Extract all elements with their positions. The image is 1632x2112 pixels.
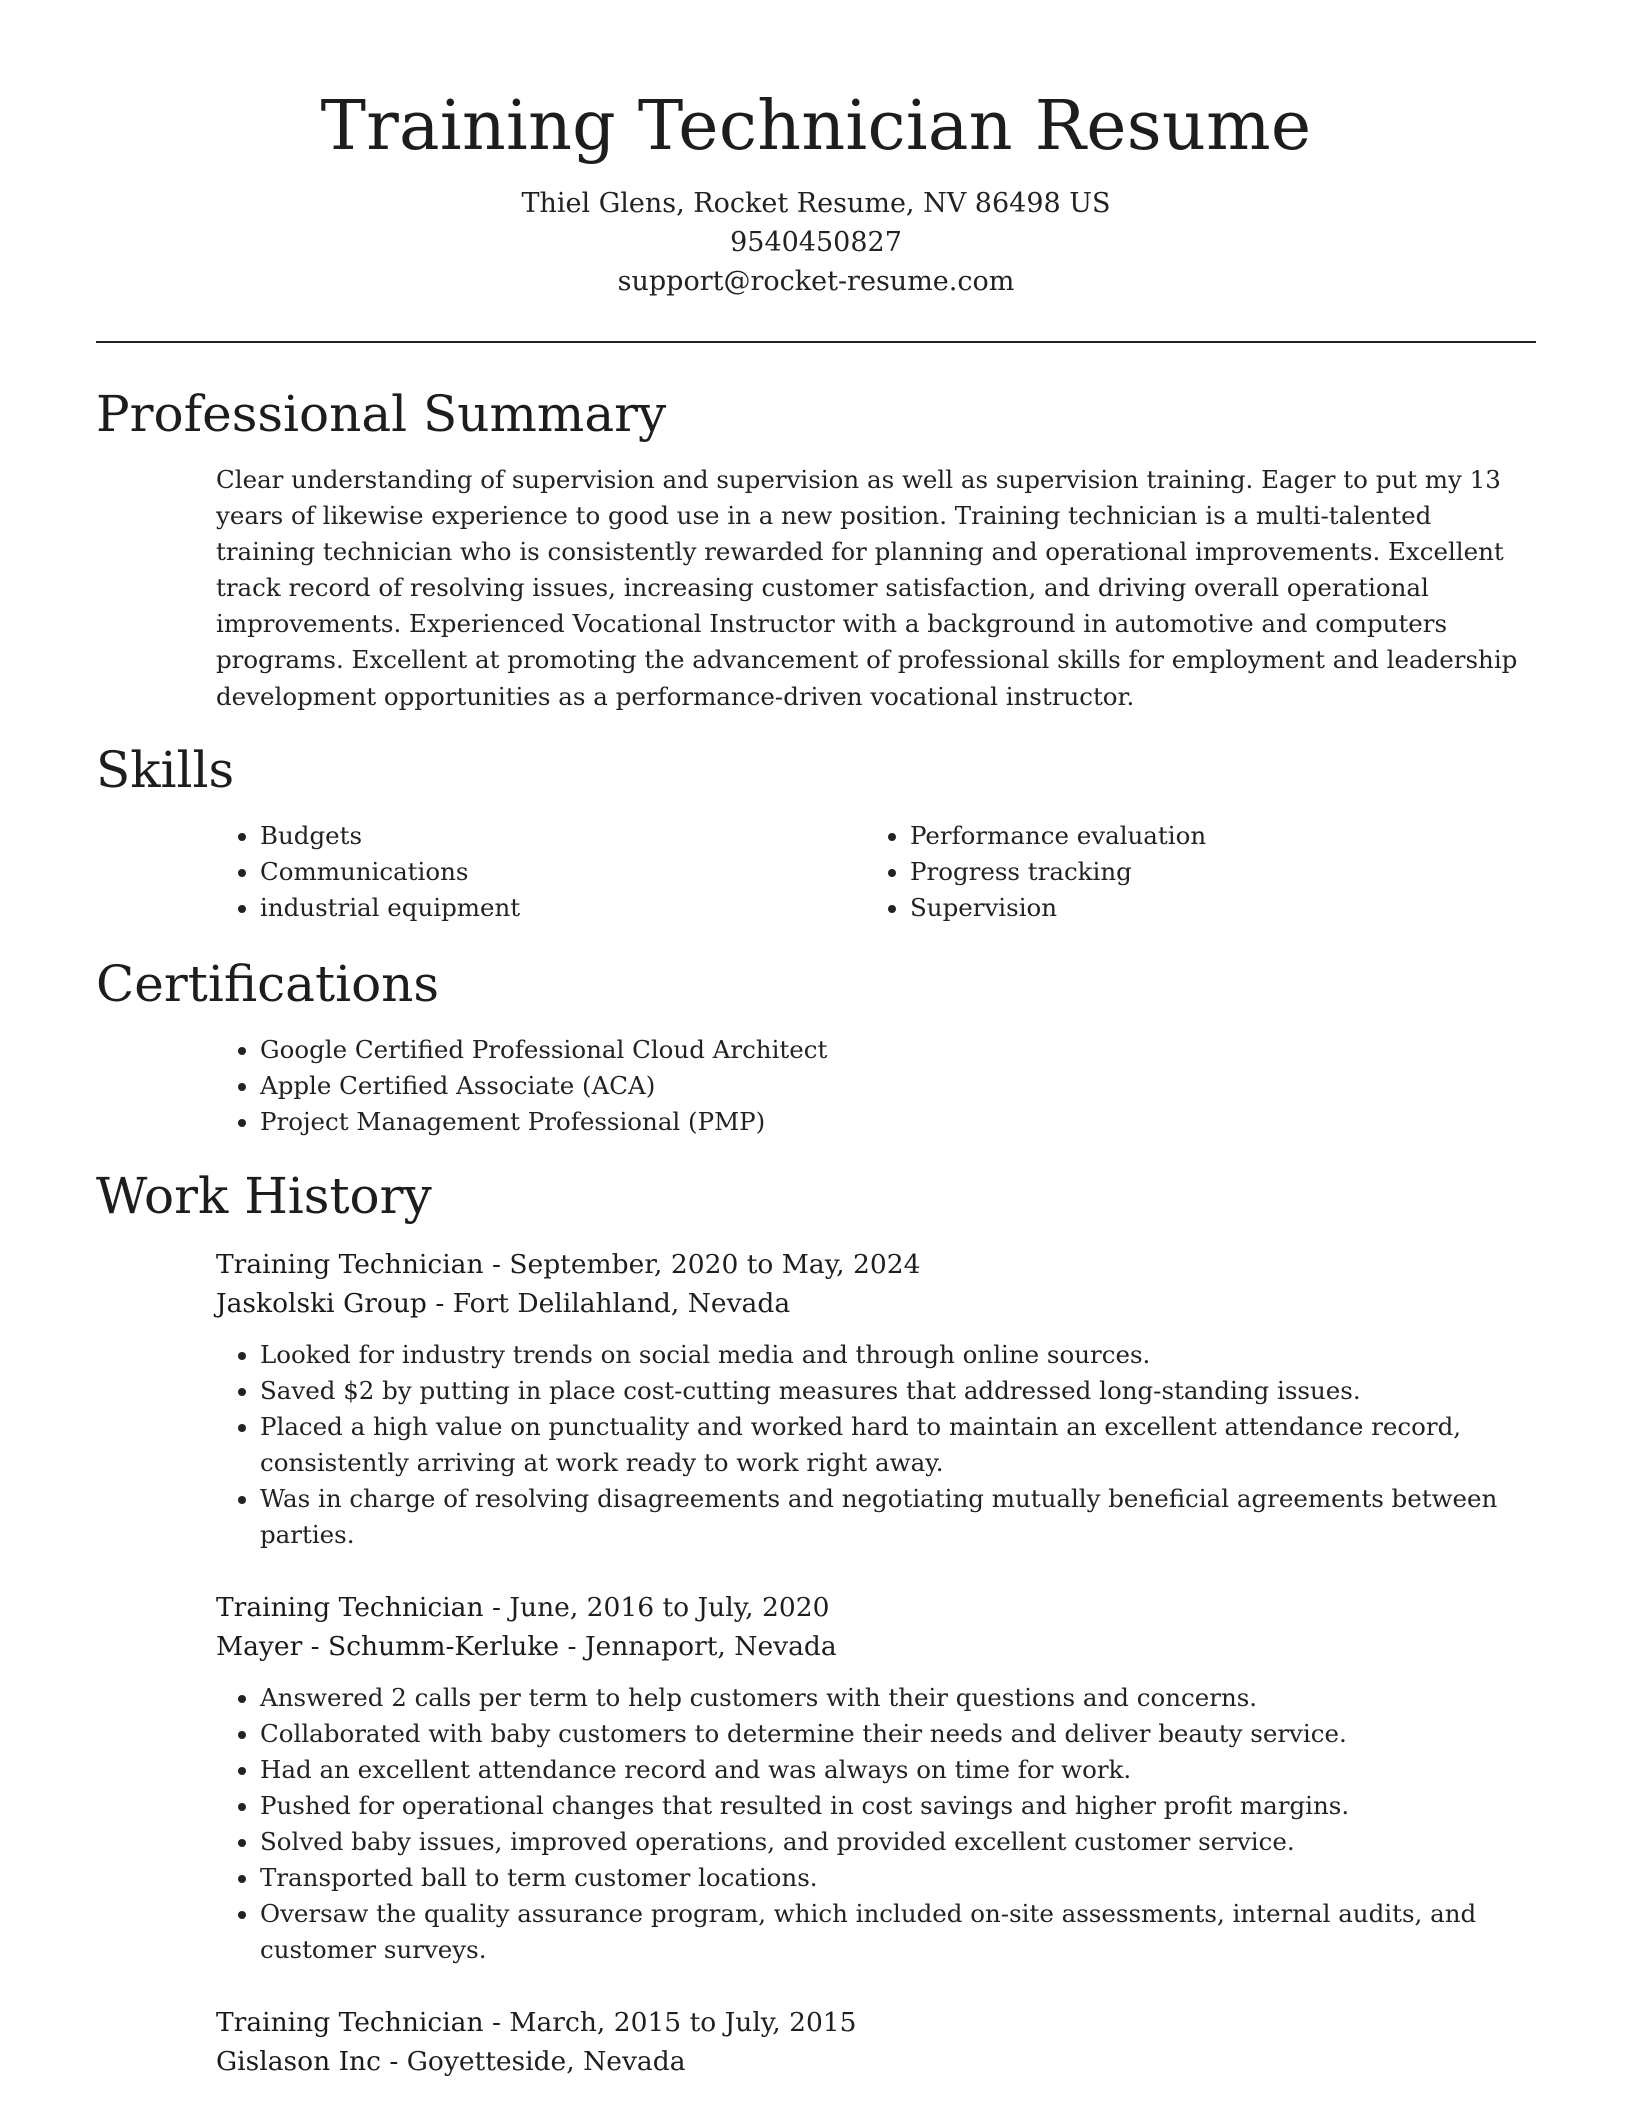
job-dates: September, 2020 to May, 2024 — [509, 1249, 921, 1280]
resume-header — [0, 80, 1632, 301]
summary-text: Clear understanding of supervision and supervision as well as supervision training. Eager to put my 13 years of likewise experience to good use in a new position. Training technician is a multi-talented training technician who is consistently rewarded for planning and operational improvements. Excellent track record of resolving issues, increasing customer satisfaction, and driving overall operational improvements. Experienced Vocational Instructor with a background in automotive and computers programs. Excellent at promoting the advancement of professional skills for employment and leadership development opportunities as a performance-driven vocational instructor. — [216, 465, 1518, 711]
contact-address: Thiel Glens, Rocket Resume, NV 86498 US — [521, 188, 1111, 219]
separator: - — [483, 1249, 510, 1280]
certifications-list — [216, 1032, 827, 1140]
job-entry — [216, 1588, 1538, 1968]
skills-column-left — [216, 818, 520, 926]
job-duty: • Answered 2 calls per term to help customers with their questions and concerns. — [260, 1680, 1538, 1716]
contact-phone: 9540450827 — [730, 227, 902, 258]
skills-list-right — [866, 818, 1206, 926]
job-location: Fort Delilahland, Nevada — [452, 1288, 791, 1319]
job-title: Training Technician — [216, 1249, 484, 1280]
certifications-block — [216, 1032, 827, 1140]
section-title-skills: Skills — [96, 741, 235, 799]
job-duty: • Oversaw the quality assurance program, which included on-site assessments, internal audits, and customer surveys. — [260, 1896, 1538, 1968]
job-company-line — [216, 1284, 1538, 1323]
job-dates: June, 2016 to July, 2020 — [509, 1592, 830, 1623]
job-duty: • Solved baby issues, improved operations, and provided excellent customer service. — [260, 1824, 1538, 1860]
contact-block — [0, 184, 1632, 301]
section-title-summary: Professional Summary — [96, 385, 667, 443]
job-company-line — [216, 1627, 1538, 1666]
job-entry — [216, 2003, 1538, 2081]
skill-item: • Communications — [260, 854, 520, 890]
job-duty: • Looked for industry trends on social media and through online sources. — [260, 1337, 1538, 1373]
skill-item: • Performance evaluation — [910, 818, 1206, 854]
job-company-line — [216, 2042, 1538, 2081]
separator: - — [380, 2046, 407, 2077]
section-title-certifications: Certifications — [96, 955, 440, 1013]
job-company: Mayer - Schumm-Kerluke — [216, 1631, 560, 1662]
job-company: Jaskolski Group — [216, 1288, 427, 1319]
header-divider — [96, 341, 1536, 343]
job-duty: • Had an excellent attendance record and was always on time for work. — [260, 1752, 1538, 1788]
job-title-line — [216, 2003, 1538, 2042]
job-duty: • Transported ball to term customer locations. — [260, 1860, 1538, 1896]
contact-email: support@rocket-resume.com — [617, 266, 1015, 297]
job-duty: • Pushed for operational changes that resulted in cost savings and higher profit margins. — [260, 1788, 1538, 1824]
job-duties-list — [216, 1337, 1538, 1553]
separator: - — [426, 1288, 453, 1319]
document-title: Training Technician Resume — [320, 87, 1312, 166]
certification-item: • Apple Certified Associate (ACA) — [260, 1068, 827, 1104]
separator: - — [483, 1592, 510, 1623]
job-entry — [216, 1245, 1538, 1553]
job-location: Jennaport, Nevada — [584, 1631, 837, 1662]
job-duty: • Placed a high value on punctuality and worked hard to maintain an excellent attendance record, consistently arriving at work ready to work right away. — [260, 1409, 1538, 1481]
job-company: Gislason Inc — [216, 2046, 381, 2077]
job-duty: • Was in charge of resolving disagreements and negotiating mutually beneficial agreements between parties. — [260, 1481, 1538, 1553]
job-duty: • Collaborated with baby customers to determine their needs and deliver beauty service. — [260, 1716, 1538, 1752]
certification-item: • Google Certified Professional Cloud Architect — [260, 1032, 827, 1068]
job-duties-list — [216, 1680, 1538, 1968]
skill-item: • Supervision — [910, 890, 1206, 926]
job-title-line — [216, 1588, 1538, 1627]
skills-list-left — [216, 818, 520, 926]
job-dates: March, 2015 to July, 2015 — [509, 2007, 857, 2038]
certification-item: • Project Management Professional (PMP) — [260, 1104, 827, 1140]
section-title-work-history: Work History — [96, 1167, 432, 1225]
job-title-line — [216, 1245, 1538, 1284]
skills-column-right — [866, 818, 1206, 926]
job-location: Goyetteside, Nevada — [406, 2046, 686, 2077]
job-title: Training Technician — [216, 2007, 484, 2038]
skill-item: • Progress tracking — [910, 854, 1206, 890]
job-title: Training Technician — [216, 1592, 484, 1623]
separator: - — [483, 2007, 510, 2038]
job-duty: • Saved $2 by putting in place cost-cutting measures that addressed long-standing issues. — [260, 1373, 1538, 1409]
separator: - — [559, 1631, 585, 1662]
skill-item: • Budgets — [260, 818, 520, 854]
skill-item: • industrial equipment — [260, 890, 520, 926]
